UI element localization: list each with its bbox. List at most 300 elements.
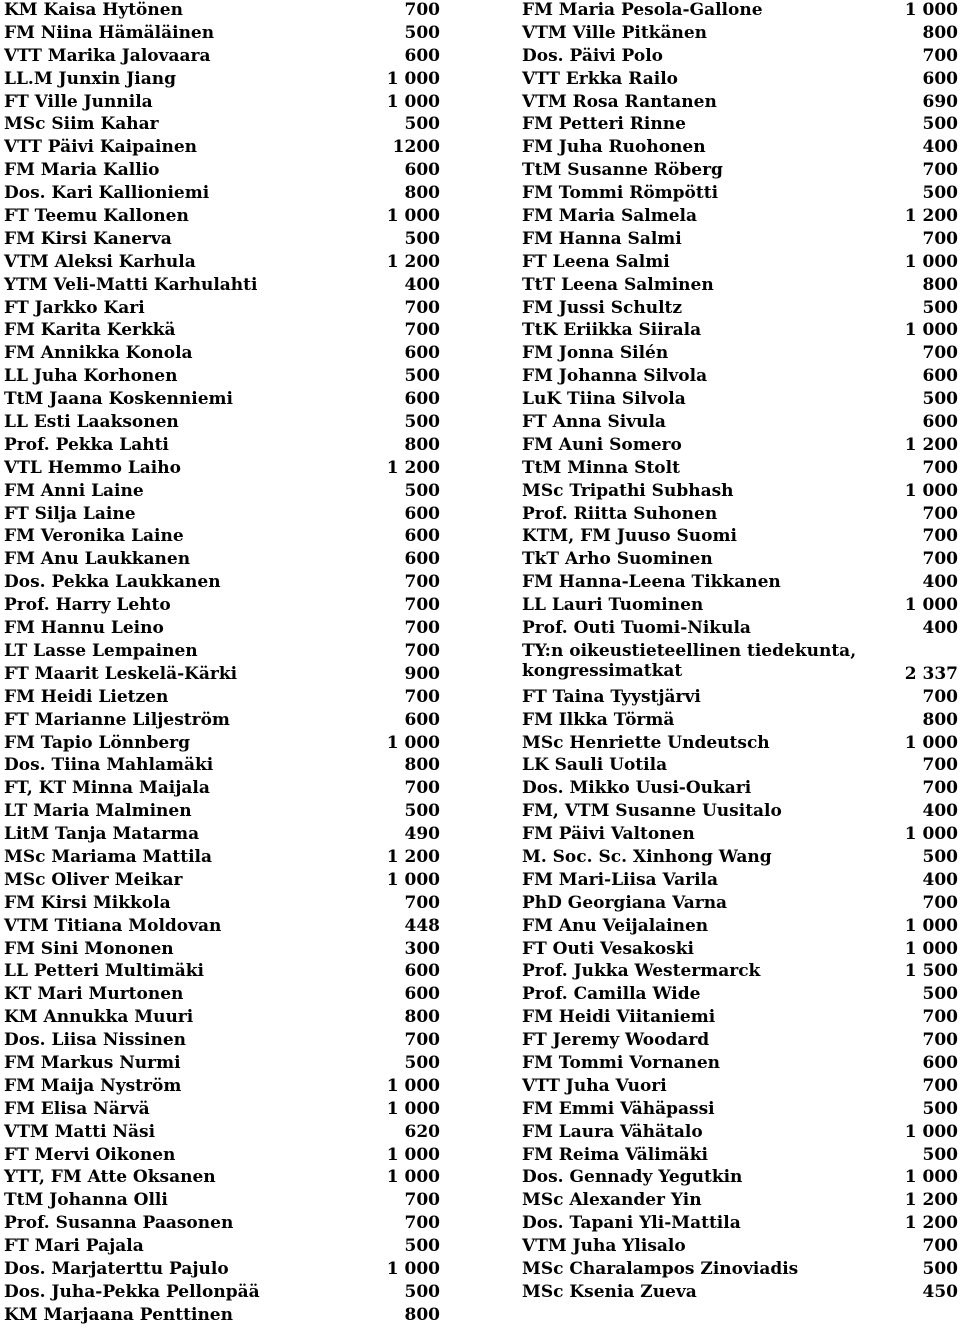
grant-amount: 800 — [922, 274, 958, 295]
recipient-name: MSc Oliver Meikar — [4, 869, 183, 890]
recipient-name: TtT Leena Salminen — [522, 274, 714, 295]
list-item — [522, 275, 958, 298]
recipient-name: FT Jarkko Kari — [4, 297, 145, 318]
list-item — [522, 0, 958, 23]
list-item — [522, 458, 958, 481]
list-item — [4, 847, 440, 870]
list-item — [522, 160, 958, 183]
grant-amount: 1 500 — [904, 961, 958, 982]
recipient-name: LuK Tiina Silvola — [522, 389, 686, 410]
grant-amount: 690 — [922, 91, 958, 112]
recipient-name: FM Karita Kerkkä — [4, 320, 176, 341]
grant-amount: 1 200 — [386, 457, 440, 478]
list-item — [522, 1122, 958, 1145]
list-item — [4, 229, 440, 252]
left-column — [4, 0, 440, 1328]
list-item — [522, 366, 958, 389]
recipient-name: FT Outi Vesakoski — [522, 938, 694, 959]
list-item — [522, 92, 958, 115]
recipient-name: FM Anu Veijalainen — [522, 915, 709, 936]
list-item — [522, 1282, 958, 1305]
grant-amount: 700 — [404, 1190, 440, 1211]
recipient-name: MSc Siim Kahar — [4, 114, 159, 135]
recipient-name: FM Niina Hämäläinen — [4, 22, 215, 43]
list-item — [522, 526, 958, 549]
grant-amount: 1 000 — [904, 938, 958, 959]
list-item — [4, 778, 440, 801]
grant-amount: 700 — [922, 343, 958, 364]
grant-amount: 500 — [404, 228, 440, 249]
list-item — [4, 939, 440, 962]
list-item — [4, 618, 440, 641]
list-item — [4, 1305, 440, 1328]
list-item — [522, 618, 958, 641]
recipient-name: FM Annikka Konola — [4, 343, 193, 364]
recipient-name: FM Maria Kallio — [4, 160, 160, 181]
grant-amount: 1 000 — [904, 480, 958, 501]
recipient-name: FM Hannu Leino — [4, 618, 164, 639]
grant-amount: 700 — [404, 297, 440, 318]
recipient-name: VTM Juha Ylisalo — [522, 1236, 686, 1257]
list-item — [4, 755, 440, 778]
list-item — [522, 206, 958, 229]
grant-amount: 700 — [404, 778, 440, 799]
list-item — [4, 572, 440, 595]
list-item — [4, 320, 440, 343]
list-item — [4, 206, 440, 229]
list-item — [522, 320, 958, 343]
recipient-name: FM Emmi Vähäpassi — [522, 1098, 715, 1119]
grant-amount: 600 — [404, 526, 440, 547]
grant-amount: 600 — [404, 961, 440, 982]
grant-amount: 700 — [404, 686, 440, 707]
list-item — [4, 69, 440, 92]
list-item — [522, 343, 958, 366]
recipient-name: FM Juha Ruohonen — [522, 137, 706, 158]
grant-amount: 1200 — [392, 137, 440, 158]
recipient-name: FM, VTM Susanne Uusitalo — [522, 801, 782, 822]
grant-amount: 400 — [922, 801, 958, 822]
list-item — [522, 389, 958, 412]
list-item — [522, 298, 958, 321]
recipient-name: LK Sauli Uotila — [522, 755, 668, 776]
grant-amount: 700 — [922, 228, 958, 249]
list-item — [522, 641, 958, 687]
recipient-name: FM Tommi Römpötti — [522, 183, 719, 204]
recipient-name: TtM Jaana Koskenniemi — [4, 389, 233, 410]
list-item — [522, 687, 958, 710]
list-item — [522, 23, 958, 46]
recipient-name: LL Esti Laaksonen — [4, 412, 179, 433]
recipient-name: VTM Titiana Moldovan — [4, 915, 222, 936]
grant-amount: 500 — [404, 114, 440, 135]
grant-amount: 800 — [404, 755, 440, 776]
grant-amount: 600 — [922, 68, 958, 89]
list-item — [4, 92, 440, 115]
recipient-name: KM Marjaana Penttinen — [4, 1304, 233, 1325]
grant-amount: 800 — [404, 434, 440, 455]
recipient-name: MSc Ksenia Zueva — [522, 1281, 697, 1302]
list-item — [522, 1099, 958, 1122]
grant-amount: 1 000 — [386, 869, 440, 890]
grant-amount: 400 — [404, 274, 440, 295]
grant-amount: 800 — [404, 1007, 440, 1028]
grant-amount: 700 — [404, 618, 440, 639]
grant-amount: 700 — [404, 572, 440, 593]
list-item — [4, 298, 440, 321]
list-item — [4, 1167, 440, 1190]
recipient-name: KM Kaisa Hytönen — [4, 0, 183, 20]
grant-amount: 800 — [404, 183, 440, 204]
grant-amount: 500 — [404, 1236, 440, 1257]
list-item — [4, 710, 440, 733]
list-item — [522, 252, 958, 275]
list-item — [4, 687, 440, 710]
list-item — [4, 1145, 440, 1168]
grant-amount: 1 000 — [904, 0, 958, 20]
recipient-name: MSc Henriette Undeutsch — [522, 732, 770, 753]
list-item — [522, 1076, 958, 1099]
grant-amount: 600 — [404, 343, 440, 364]
recipient-name: VTT Marika Jalovaara — [4, 45, 211, 66]
recipient-name: FT Mari Pajala — [4, 1236, 144, 1257]
recipient-name: FM Kirsi Kanerva — [4, 228, 172, 249]
recipient-name: TtM Susanne Röberg — [522, 160, 723, 181]
list-item — [522, 69, 958, 92]
recipient-name: TY:n oikeustieteellinen tiedekunta, kongressimatkat — [522, 640, 857, 681]
grant-amount: 600 — [922, 412, 958, 433]
recipient-name: FM Anu Laukkanen — [4, 549, 191, 570]
list-item — [522, 46, 958, 69]
list-item — [522, 481, 958, 504]
grant-amount: 500 — [404, 1281, 440, 1302]
recipient-name: YTM Veli-Matti Karhulahti — [4, 274, 258, 295]
recipient-name: MSc Charalampos Zinoviadis — [522, 1259, 799, 1279]
list-item — [522, 893, 958, 916]
recipient-name: FM Sini Mononen — [4, 938, 174, 959]
grant-amount: 500 — [404, 801, 440, 822]
grant-amount: 700 — [922, 1075, 958, 1096]
recipient-name: FM Reima Välimäki — [522, 1144, 708, 1165]
grant-amount: 700 — [922, 526, 958, 547]
grant-amount: 700 — [922, 503, 958, 524]
recipient-name: KM Annukka Muuri — [4, 1007, 194, 1028]
grant-amount: 600 — [404, 389, 440, 410]
list-item — [522, 1030, 958, 1053]
grant-amount: 700 — [404, 595, 440, 616]
grant-amount: 1 000 — [386, 1144, 440, 1165]
recipient-name: FM Ilkka Törmä — [522, 709, 675, 730]
recipient-name: YTT, FM Atte Oksanen — [4, 1167, 216, 1188]
recipient-name: Dos. Gennady Yegutkin — [522, 1167, 743, 1188]
grant-amount: 700 — [404, 1030, 440, 1051]
recipient-name: FT Jeremy Woodard — [522, 1030, 710, 1051]
recipient-name: Dos. Marjaterttu Pajulo — [4, 1258, 229, 1279]
list-item — [522, 572, 958, 595]
recipient-name: FT Leena Salmi — [522, 251, 670, 272]
grant-amount: 700 — [404, 0, 440, 20]
grant-amount: 2 337 — [904, 663, 958, 684]
list-item — [4, 961, 440, 984]
recipient-name: PhD Georgiana Varna — [522, 892, 728, 913]
grant-amount: 800 — [922, 709, 958, 730]
list-item — [4, 1122, 440, 1145]
grant-amount: 300 — [404, 938, 440, 959]
list-item — [522, 595, 958, 618]
list-item — [4, 412, 440, 435]
list-item — [522, 1053, 958, 1076]
list-item — [4, 1007, 440, 1030]
grant-amount: 700 — [922, 686, 958, 707]
recipient-name: FM Jonna Silén — [522, 343, 669, 364]
list-item — [4, 343, 440, 366]
list-item — [4, 46, 440, 69]
recipient-name: FT Silja Laine — [4, 503, 136, 524]
list-item — [522, 137, 958, 160]
list-item — [4, 504, 440, 527]
grant-amount: 500 — [922, 389, 958, 410]
recipient-name: FM Veronika Laine — [4, 526, 184, 547]
recipient-name: FM Maija Nyström — [4, 1075, 182, 1096]
grant-amount: 500 — [922, 297, 958, 318]
grant-amount: 700 — [922, 1030, 958, 1051]
recipient-name: Dos. Liisa Nissinen — [4, 1030, 186, 1051]
list-item — [4, 595, 440, 618]
recipient-name: KT Mari Murtonen — [4, 984, 184, 1005]
grant-amount: 900 — [404, 663, 440, 684]
list-item — [4, 641, 440, 664]
list-item — [4, 733, 440, 756]
list-item — [4, 481, 440, 504]
grant-amount: 700 — [922, 755, 958, 776]
list-item — [522, 984, 958, 1007]
list-item — [4, 1053, 440, 1076]
list-item — [4, 984, 440, 1007]
grant-amount: 1 000 — [386, 732, 440, 753]
recipient-name: M. Soc. Sc. Xinhong Wang — [522, 846, 772, 867]
list-item — [522, 1007, 958, 1030]
list-item — [522, 1190, 958, 1213]
grant-amount: 600 — [404, 984, 440, 1005]
recipient-name: TtK Eriikka Siirala — [522, 320, 702, 341]
grant-amount: 1 000 — [386, 206, 440, 227]
recipient-name: FM Maria Pesola-Gallone — [522, 0, 763, 20]
recipient-name: LL Petteri Multimäki — [4, 961, 205, 982]
recipient-name: FT Mervi Oikonen — [4, 1144, 176, 1165]
list-item — [4, 0, 440, 23]
recipient-name: FM Päivi Valtonen — [522, 824, 695, 845]
grant-amount: 700 — [922, 892, 958, 913]
recipient-name: FT Ville Junnila — [4, 91, 153, 112]
grant-amount: 700 — [404, 892, 440, 913]
recipient-name: FT Anna Sivula — [522, 412, 666, 433]
grant-amount: 700 — [922, 1007, 958, 1028]
list-item — [4, 23, 440, 46]
grant-amount: 1 200 — [904, 1213, 958, 1234]
recipient-name: Prof. Riitta Suhonen — [522, 503, 718, 524]
grant-amount: 600 — [404, 45, 440, 66]
right-column — [522, 0, 958, 1305]
list-item — [4, 870, 440, 893]
recipient-name: VTM Matti Näsi — [4, 1121, 156, 1142]
list-item — [4, 1076, 440, 1099]
grant-amount: 700 — [404, 640, 440, 661]
list-item — [522, 1236, 958, 1259]
grant-amount: 700 — [404, 1213, 440, 1234]
list-item — [4, 893, 440, 916]
recipient-name: MSc Mariama Mattila — [4, 846, 213, 867]
recipient-name: FM Maria Salmela — [522, 206, 698, 227]
recipient-name: VTM Rosa Rantanen — [522, 91, 717, 112]
grant-amount: 700 — [922, 549, 958, 570]
list-item — [522, 916, 958, 939]
grant-amount: 600 — [404, 503, 440, 524]
recipient-name: Dos. Tiina Mahlamäki — [4, 755, 214, 776]
grant-amount: 600 — [922, 366, 958, 387]
recipient-name: LL.M Junxin Jiang — [4, 68, 176, 89]
recipient-name: FM Anni Laine — [4, 480, 144, 501]
recipient-name: VTT Juha Vuori — [522, 1075, 667, 1096]
list-item — [4, 664, 440, 687]
list-item — [522, 1145, 958, 1168]
list-item — [4, 435, 440, 458]
recipient-name: FM Tapio Lönnberg — [4, 732, 191, 753]
list-item — [522, 939, 958, 962]
grant-amount: 700 — [922, 457, 958, 478]
grant-amount: 400 — [922, 869, 958, 890]
grant-amount: 448 — [404, 915, 440, 936]
list-item — [4, 1213, 440, 1236]
list-item — [4, 1030, 440, 1053]
recipient-name: LL Lauri Tuominen — [522, 595, 704, 616]
list-item — [522, 870, 958, 893]
recipient-name: Prof. Pekka Lahti — [4, 434, 169, 455]
grant-amount: 500 — [922, 1144, 958, 1165]
list-item — [4, 1259, 440, 1282]
list-item — [522, 183, 958, 206]
recipient-name: TtM Johanna Olli — [4, 1190, 168, 1211]
grant-amount: 1 200 — [904, 1190, 958, 1211]
grant-amount: 1 000 — [386, 1075, 440, 1096]
list-item — [522, 1259, 958, 1282]
grant-amount: 600 — [404, 160, 440, 181]
list-item — [4, 252, 440, 275]
recipient-name: Dos. Kari Kallioniemi — [4, 183, 210, 204]
recipient-name: Dos. Mikko Uusi-Oukari — [522, 778, 752, 799]
list-item — [4, 824, 440, 847]
list-item — [4, 526, 440, 549]
grant-amount: 700 — [922, 1236, 958, 1257]
recipient-name: TtM Minna Stolt — [522, 457, 680, 478]
recipient-name: LT Maria Malminen — [4, 801, 192, 822]
grant-amount: 600 — [404, 709, 440, 730]
recipient-name: FM Kirsi Mikkola — [4, 892, 171, 913]
recipient-name: Prof. Outi Tuomi-Nikula — [522, 618, 751, 639]
grant-amount: 500 — [922, 114, 958, 135]
recipient-name: FT, KT Minna Maijala — [4, 778, 210, 799]
recipient-name: FM Johanna Silvola — [522, 366, 708, 387]
grant-amount: 800 — [404, 1304, 440, 1325]
grant-amount: 1 000 — [904, 732, 958, 753]
list-item — [4, 275, 440, 298]
list-item — [4, 1099, 440, 1122]
recipient-name: LL Juha Korhonen — [4, 366, 178, 387]
list-item — [522, 412, 958, 435]
list-item — [522, 755, 958, 778]
list-item — [522, 549, 958, 572]
recipient-name: FM Petteri Rinne — [522, 114, 686, 135]
grant-amount: 1 000 — [386, 1258, 440, 1279]
grant-amount: 1 000 — [904, 251, 958, 272]
grant-amount: 600 — [922, 1052, 958, 1073]
list-item — [522, 710, 958, 733]
recipient-name: VTM Ville Pitkänen — [522, 22, 707, 43]
list-item — [522, 847, 958, 870]
list-item — [522, 229, 958, 252]
grant-amount: 1 000 — [904, 1121, 958, 1142]
list-item — [4, 389, 440, 412]
recipient-name: FT Teemu Kallonen — [4, 206, 189, 227]
recipient-name: FM Tommi Vornanen — [522, 1052, 721, 1073]
grant-amount: 700 — [404, 320, 440, 341]
recipient-name: Dos. Tapani Yli-Mattila — [522, 1213, 741, 1234]
grant-amount: 620 — [404, 1121, 440, 1142]
recipient-name: VTM Aleksi Karhula — [4, 251, 196, 272]
grant-amount: 500 — [404, 1052, 440, 1073]
recipient-name: Prof. Camilla Wide — [522, 984, 701, 1005]
recipient-name: VTT Päivi Kaipainen — [4, 137, 198, 158]
list-item — [4, 916, 440, 939]
recipient-name: FM Heidi Viitaniemi — [522, 1007, 716, 1028]
grant-amount: 500 — [404, 22, 440, 43]
recipient-name: FT Maarit Leskelä-Kärki — [4, 663, 238, 684]
list-item — [4, 1282, 440, 1305]
recipient-name: FM Hanna Salmi — [522, 228, 682, 249]
recipient-name: Prof. Harry Lehto — [4, 595, 171, 616]
list-item — [522, 961, 958, 984]
grant-amount: 1 000 — [904, 595, 958, 616]
recipient-name: FM Laura Vähätalo — [522, 1121, 703, 1142]
recipient-name: TkT Arho Suominen — [522, 549, 713, 570]
recipient-name: LT Lasse Lempainen — [4, 640, 198, 661]
grant-amount: 400 — [922, 137, 958, 158]
grant-amount: 1 000 — [386, 1098, 440, 1119]
grant-amount: 1 000 — [904, 1167, 958, 1188]
grant-amount: 1 200 — [904, 434, 958, 455]
recipient-name: Dos. Juha-Pekka Pellonpää — [4, 1281, 260, 1302]
grant-amount: 450 — [922, 1281, 958, 1302]
grant-amount: 500 — [922, 1098, 958, 1119]
grant-amount: 800 — [922, 22, 958, 43]
recipient-name: Prof. Jukka Westermarck — [522, 961, 761, 982]
list-item — [522, 435, 958, 458]
grant-amount: 700 — [922, 160, 958, 181]
grant-amount: 1 200 — [386, 251, 440, 272]
recipient-name: Prof. Susanna Paasonen — [4, 1213, 234, 1234]
recipient-name: FM Auni Somero — [522, 434, 682, 455]
grant-amount: 500 — [922, 984, 958, 1005]
list-item — [522, 801, 958, 824]
recipient-name: KTM, FM Juuso Suomi — [522, 526, 737, 547]
grant-amount: 1 000 — [386, 1167, 440, 1188]
grant-amount: 490 — [404, 824, 440, 845]
grant-amount: 400 — [922, 618, 958, 639]
list-item — [522, 778, 958, 801]
list-item — [522, 114, 958, 137]
list-item — [4, 114, 440, 137]
list-item — [4, 183, 440, 206]
recipient-name: FM Jussi Schultz — [522, 297, 683, 318]
